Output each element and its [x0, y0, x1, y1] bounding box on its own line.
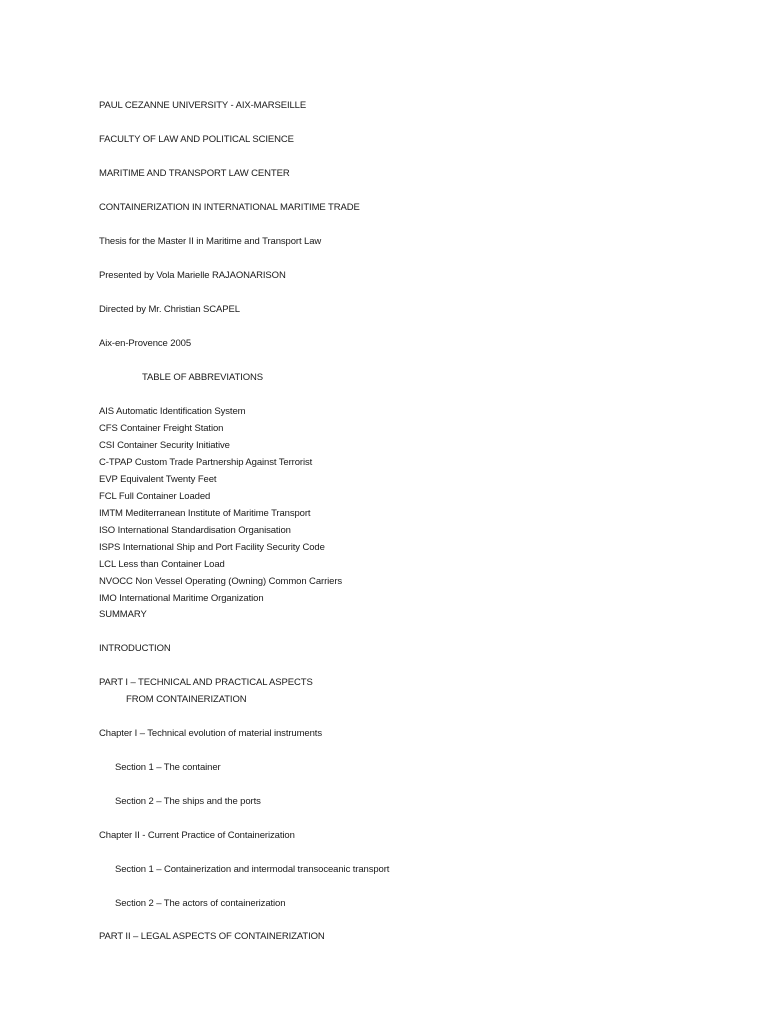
abbreviations-heading: TABLE OF ABBREVIATIONS — [142, 372, 263, 383]
place-year: Aix-en-Provence 2005 — [99, 338, 191, 349]
abbreviation-item: EVP Equivalent Twenty Feet — [99, 474, 217, 485]
toc-chapter-2-section-2: Section 2 – The actors of containerization — [115, 898, 286, 909]
toc-chapter-2: Chapter II - Current Practice of Containerization — [99, 830, 295, 841]
abbreviation-item: NVOCC Non Vessel Operating (Owning) Common Carriers — [99, 576, 343, 587]
abbreviation-item: IMO International Maritime Organization — [99, 593, 264, 604]
abbreviation-item: FCL Full Container Loaded — [99, 491, 211, 502]
toc-chapter-1-section-1: Section 1 – The container — [115, 762, 221, 773]
abbreviation-item: IMTM Mediterranean Institute of Maritime Transport — [99, 508, 311, 519]
director-line: Directed by Mr. Christian SCAPEL — [99, 304, 240, 315]
toc-chapter-1-section-2: Section 2 – The ships and the ports — [115, 796, 261, 807]
abbreviation-item: AIS Automatic Identification System — [99, 406, 246, 417]
abbreviation-item: LCL Less than Container Load — [99, 559, 225, 570]
abbreviation-item: ISPS International Ship and Port Facility Security Code — [99, 542, 325, 553]
thesis-title: CONTAINERIZATION IN INTERNATIONAL MARITIME TRADE — [99, 202, 360, 213]
toc-chapter-2-section-1: Section 1 – Containerization and intermodal transoceanic transport — [115, 864, 390, 875]
abbreviation-item: CSI Container Security Initiative — [99, 440, 230, 451]
toc-chapter-1: Chapter I – Technical evolution of material instruments — [99, 728, 322, 739]
toc-part-1: PART I – TECHNICAL AND PRACTICAL ASPECTS — [99, 677, 313, 688]
university-name: PAUL CEZANNE UNIVERSITY - AIX-MARSEILLE — [99, 100, 307, 111]
thesis-description: Thesis for the Master II in Maritime and Transport Law — [99, 236, 322, 247]
faculty-name: FACULTY OF LAW AND POLITICAL SCIENCE — [99, 134, 294, 145]
toc-part-2: PART II – LEGAL ASPECTS OF CONTAINERIZATION — [99, 931, 325, 942]
summary-heading: SUMMARY — [99, 609, 147, 620]
toc-introduction: INTRODUCTION — [99, 643, 171, 654]
author-line: Presented by Vola Marielle RAJAONARISON — [99, 270, 286, 281]
abbreviation-item: C-TPAP Custom Trade Partnership Against Terrorist — [99, 457, 313, 468]
abbreviation-item: ISO International Standardisation Organisation — [99, 525, 291, 536]
center-name: MARITIME AND TRANSPORT LAW CENTER — [99, 168, 290, 179]
abbreviation-item: CFS Container Freight Station — [99, 423, 224, 434]
toc-part-1-continued: FROM CONTAINERIZATION — [126, 694, 247, 705]
